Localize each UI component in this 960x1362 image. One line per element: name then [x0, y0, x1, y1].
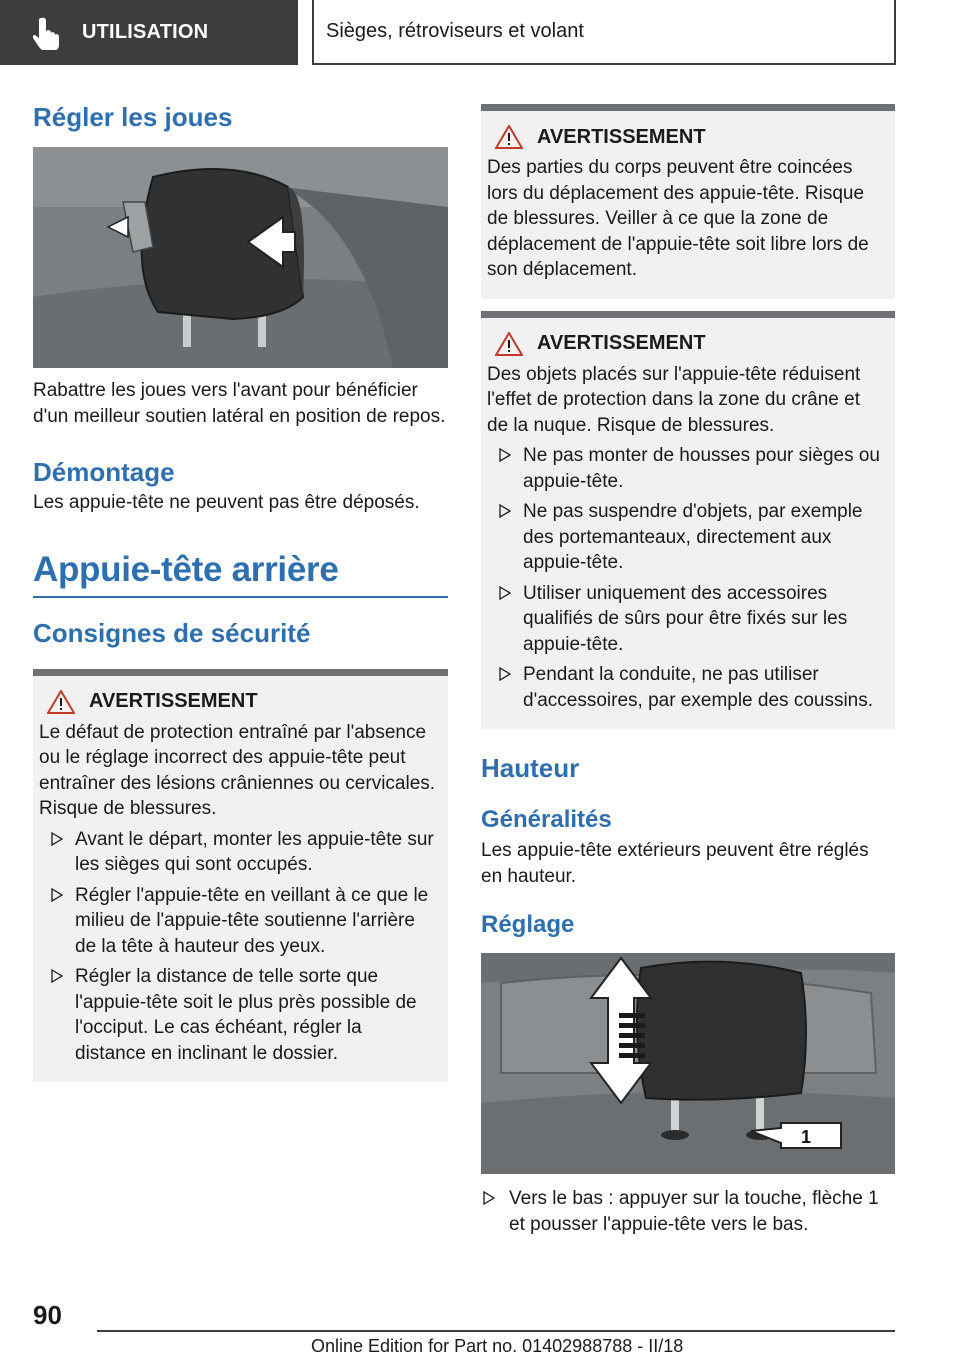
warning-text: Le défaut de protection entraîné par l'absence ou le réglage incorrect des appuie-tête peut entraîner des lésions crâniennes ou cervicales. Risque de blessures.	[39, 721, 436, 819]
bullet-arrow-icon	[499, 667, 511, 681]
paragraph-generalites: Les appuie-tête extérieurs peuvent être réglés en hauteur.	[481, 840, 869, 887]
list-item	[487, 662, 883, 713]
list-item-text: Utiliser uniquement des accessoires qualifiés de sûrs pour être fixés sur les appuie-tête.	[523, 582, 848, 655]
list-item	[481, 1186, 895, 1237]
list-item-text: Régler la distance de telle sorte que l'appuie-tête soit le plus près possible de l'occiput. Le cas échéant, régler la distance en inclinant le dossier.	[75, 966, 417, 1064]
paragraph-joues: Rabattre les joues vers l'avant pour bénéficier d'un meilleur soutien latéral en position de repos.	[33, 380, 446, 427]
heading-demontage: Démontage	[33, 457, 175, 487]
list-item-text: Régler l'appuie-tête en veillant à ce que le milieu de l'appuie-tête soutienne l'arrière de la tête à hauteur des yeux.	[75, 884, 429, 957]
footer-rule	[97, 1330, 895, 1332]
heading-regler-joues: Régler les joues	[33, 102, 233, 132]
warning-title: AVERTISSEMENT	[537, 332, 706, 354]
footer-edition: Online Edition for Part no. 01402988788 - II/18	[311, 1336, 684, 1356]
heading-hauteur: Hauteur	[481, 753, 580, 783]
bullet-arrow-icon	[499, 586, 511, 600]
list-item-text: Avant le départ, monter les appuie-tête sur les sièges qui sont occupés.	[75, 828, 434, 875]
heading-generalites: Généralités	[481, 806, 612, 833]
left-column	[33, 90, 448, 1082]
bullet-arrow-icon	[51, 969, 63, 983]
bullet-arrow-icon	[499, 504, 511, 518]
warning-header	[47, 690, 436, 714]
heading-consignes: Consignes de sécurité	[33, 617, 311, 648]
warning-header	[495, 125, 883, 149]
warning-triangle-icon	[47, 690, 75, 714]
warning-list	[487, 443, 883, 713]
heading-appuie-tete-arriere: Appuie-tête arrière	[33, 549, 339, 589]
warning-title: AVERTISSEMENT	[537, 125, 706, 148]
bullet-arrow-icon	[499, 448, 511, 462]
list-item	[39, 827, 436, 878]
heading-reglage: Réglage	[481, 911, 575, 938]
paragraph-demontage: Les appuie-tête ne peuvent pas être déposés.	[33, 492, 420, 513]
photo-headrest-wings	[33, 147, 448, 368]
header-title: Sièges, rétroviseurs et volant	[312, 0, 896, 65]
warning-box-right-1	[481, 104, 895, 299]
warning-text: Des objets placés sur l'appuie-tête réduisent l'effet de protection dans la zone du crâne et de la nuque. Risque de blessures.	[487, 363, 861, 436]
list-item-text: Vers le bas : appuyer sur la touche, flèche 1 et pousser l'appuie-tête vers le bas.	[509, 1188, 879, 1235]
warning-triangle-icon	[495, 125, 523, 149]
list-item-text: Ne pas suspendre d'objets, par exemple des portemanteaux, directement aux appuie-tête.	[523, 501, 863, 573]
callout-label-1: 1	[801, 1127, 812, 1147]
list-item-text: Pendant la conduite, ne pas utiliser d'accessoires, par exemple des coussins.	[523, 664, 874, 711]
reglage-list	[481, 1186, 895, 1237]
warning-list	[39, 827, 436, 1067]
list-item-text: Ne pas monter de housses pour sièges ou appuie-tête.	[523, 445, 880, 492]
warning-box-left	[33, 669, 448, 1083]
warning-text: Des parties du corps peuvent être coincées lors du déplacement des appuie-tête. Risque de blessures. Veiller à ce que la zone de déplacement de l'appuie-tête soit libre lors de son déplacement.	[487, 157, 869, 280]
bullet-arrow-icon	[51, 832, 63, 846]
hand-pointer-icon	[28, 13, 68, 53]
list-item	[487, 499, 883, 576]
page-number: 90	[33, 1300, 62, 1330]
heading-rule	[33, 596, 448, 598]
right-column	[481, 104, 895, 1237]
list-item	[487, 443, 883, 494]
header-section-tab	[0, 0, 298, 65]
list-item	[39, 883, 436, 960]
warning-box-right-2	[481, 311, 895, 730]
warning-header	[495, 332, 883, 356]
warning-triangle-icon	[495, 332, 523, 356]
list-item	[39, 964, 436, 1066]
bullet-arrow-icon	[483, 1191, 495, 1205]
photo-headrest-height	[481, 953, 895, 1174]
bullet-arrow-icon	[51, 888, 63, 902]
list-item	[487, 581, 883, 658]
warning-title: AVERTISSEMENT	[89, 690, 258, 712]
header-section-label: UTILISATION	[82, 21, 209, 43]
